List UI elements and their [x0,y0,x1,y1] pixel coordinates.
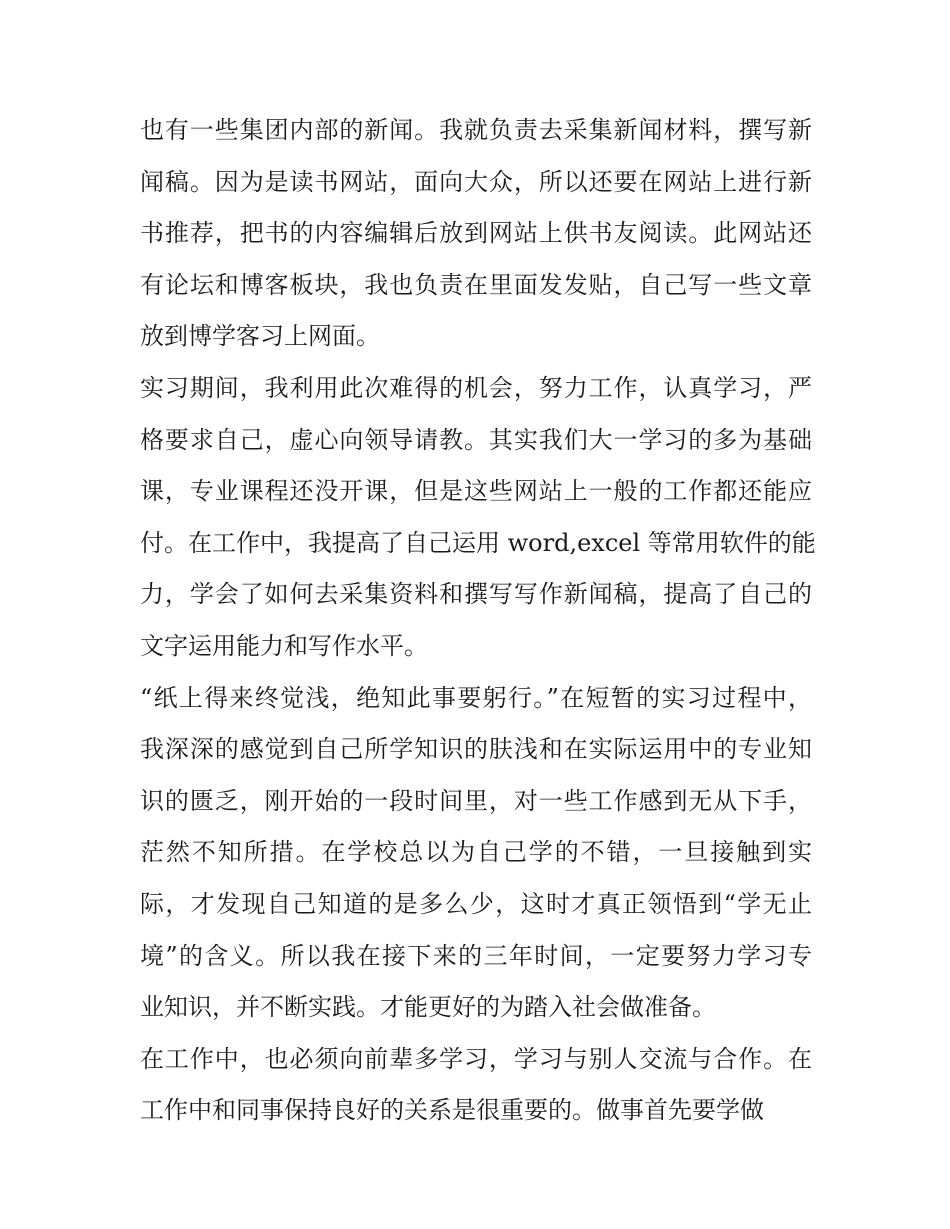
text-line: 识的匮乏，刚开始的一段时间里，对一些工作感到无从下手， [140,786,812,815]
paragraph-3 [140,673,812,1034]
text-line: 业知识，并不断实践。才能更好的为踏入社会做准备。 [140,993,716,1022]
text-line: 工作中和同事保持良好的关系是很重要的。做事首先要学做 [140,1096,764,1125]
text-line: 际，才发现自己知道的是多么少，这时才真正领悟到“学无止 [140,889,812,918]
paragraph-2 [140,363,816,673]
text-line: 有论坛和博客板块，我也负责在里面发发贴，自己写一些文章 [140,270,812,299]
paragraph-1 [140,105,812,363]
text-line: 放到博学客习上网面。 [140,322,380,351]
text-line: 实习期间，我利用此次难得的机会，努力工作，认真学习，严 [140,373,812,402]
text-line: 力，学会了如何去采集资料和撰写写作新闻稿，提高了自己的 [140,580,812,609]
text-line: 课，专业课程还没开课，但是这些网站上一般的工作都还能应 [140,477,812,506]
text-line: 在工作中，也必须向前辈多学习，学习与别人交流与合作。在 [140,1044,812,1073]
paragraph-4 [140,1034,812,1137]
text-line: 文字运用能力和写作水平。 [140,631,428,660]
text-line: 境”的含义。所以我在接下来的三年时间，一定要努力学习专 [140,941,812,970]
text-line: 我深深的感觉到自己所学知识的肤浅和在实际运用中的专业知 [140,735,812,764]
text-line: 付。在工作中，我提高了自己运用 word,excel 等常用软件的能 [140,528,816,557]
text-line: 闻稿。因为是读书网站，面向大众，所以还要在网站上进行新 [140,167,812,196]
text-line: 格要求自己，虚心向领导请教。其实我们大一学习的多为基础 [140,425,812,454]
text-line: 书推荐，把书的内容编辑后放到网站上供书友阅读。此网站还 [140,219,812,248]
text-line: “纸上得来终觉浅，绝知此事要躬行。”在短暂的实习过程中， [140,683,812,712]
text-line: 茫然不知所措。在学校总以为自己学的不错，一旦接触到实 [140,838,812,867]
text-line: 也有一些集团内部的新闻。我就负责去采集新闻材料，撰写新 [140,116,812,144]
document-body [140,105,816,1137]
